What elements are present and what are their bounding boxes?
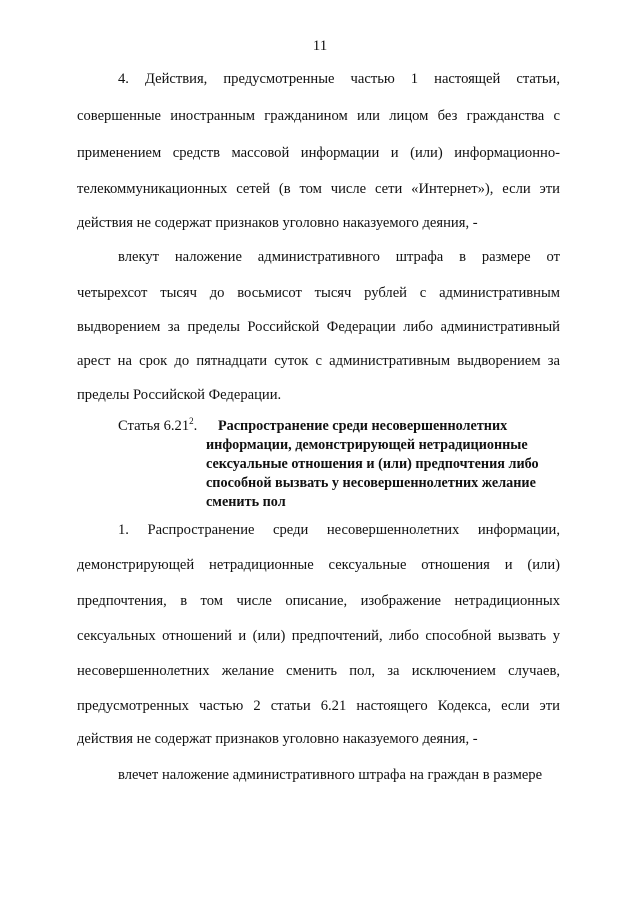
paragraph-1-line: сексуальных отношений и (или) предпочтений, либо способной вызвать у bbox=[77, 628, 560, 644]
sanction-4-line: влекут наложение административного штрафа в размере от bbox=[118, 249, 560, 265]
paragraph-4-line: применением средств массовой информации и (или) информационно- bbox=[77, 145, 560, 161]
paragraph-1-line: демонстрирующей нетрадиционные сексуальные отношения и (или) bbox=[77, 557, 560, 573]
paragraph-4-line: 4. Действия, предусмотренные частью 1 настоящей статьи, bbox=[118, 71, 560, 87]
article-title-line: Распространение среди несовершеннолетних bbox=[218, 418, 508, 434]
article-suffix: . bbox=[193, 418, 198, 434]
sanction-4-line: выдворением за пределы Российской Федерации либо административный bbox=[77, 319, 560, 335]
article-prefix: Статья 6.21 bbox=[118, 418, 190, 434]
article-title-line: сексуальные отношения и (или) предпочтения либо bbox=[206, 456, 539, 472]
paragraph-1-line: предусмотренных частью 2 статьи 6.21 настоящего Кодекса, если эти bbox=[77, 698, 560, 714]
article-title-line: способной вызвать у несовершеннолетних желание bbox=[206, 475, 536, 491]
paragraph-1-line: 1. Распространение среди несовершеннолетних информации, bbox=[118, 522, 560, 538]
paragraph-1-line: предпочтения, в том числе описание, изображение нетрадиционных bbox=[77, 593, 560, 609]
paragraph-4-line: совершенные иностранным гражданином или лицом без гражданства с bbox=[77, 108, 560, 124]
sanction-4-line: арест на срок до пятнадцати суток с административным выдворением за bbox=[77, 353, 560, 369]
article-title-line: сменить пол bbox=[206, 494, 286, 510]
paragraph-4-line: телекоммуникационных сетей (в том числе сети «Интернет»), если эти bbox=[77, 181, 560, 197]
article-superscript: 2 bbox=[189, 416, 194, 426]
sanction-4-line: пределы Российской Федерации. bbox=[77, 387, 282, 403]
paragraph-1-line: действия не содержат признаков уголовно наказуемого деяния, - bbox=[77, 731, 478, 747]
paragraph-1-line: несовершеннолетних желание сменить пол, за исключением случаев, bbox=[77, 663, 560, 679]
paragraph-4-line: действия не содержат признаков уголовно наказуемого деяния, - bbox=[77, 215, 478, 231]
page-number: 11 bbox=[312, 38, 328, 54]
sanction-4-line: четырехсот тысяч до восьмисот тысяч рублей с административным bbox=[77, 285, 560, 301]
article-title-line: информации, демонстрирующей нетрадиционные bbox=[206, 437, 528, 453]
sanction-1-line: влечет наложение административного штрафа на граждан в размере bbox=[118, 767, 543, 783]
article-number bbox=[118, 417, 197, 435]
